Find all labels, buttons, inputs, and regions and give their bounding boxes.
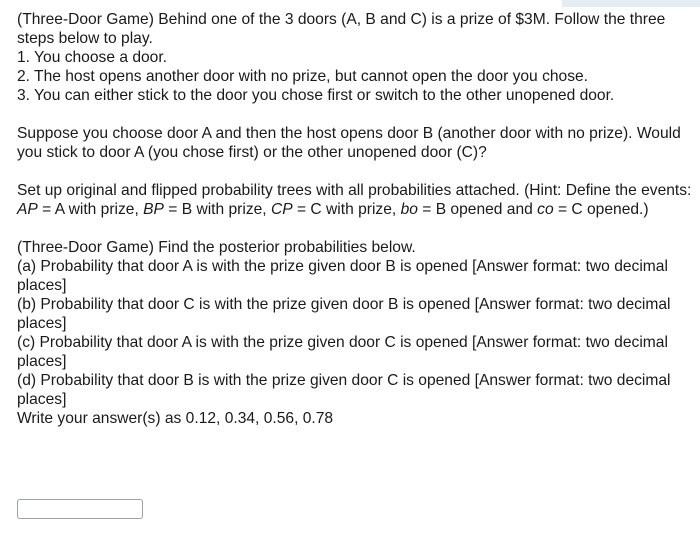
event-co: co bbox=[537, 201, 554, 218]
step-1: 1. You choose a door. bbox=[17, 49, 168, 66]
top-edge-bar bbox=[562, 0, 700, 7]
question-d: (d) Probability that door B is with the prize given door C is opened [Answer format: two decimal places] bbox=[17, 372, 671, 408]
spacer bbox=[17, 162, 697, 181]
question-a: (a) Probability that door A is with the prize given door B is opened [Answer format: two decimal places] bbox=[17, 258, 668, 294]
intro-title: (Three-Door Game) Behind one of the 3 doors (A, B and C) is a prize of $3M. Follow the three steps below to play. bbox=[17, 11, 666, 47]
question-b: (b) Probability that door C is with the prize given door B is opened [Answer format: two decimal places] bbox=[17, 296, 671, 332]
event-cp: CP bbox=[270, 201, 293, 218]
spacer bbox=[17, 219, 697, 238]
step-2: 2. The host opens another door with no prize, but cannot open the door you chose. bbox=[17, 68, 589, 85]
questions-heading: (Three-Door Game) Find the posterior probabilities below. bbox=[17, 239, 416, 256]
event-ap-def: = A with prize, bbox=[37, 201, 144, 218]
event-bp: BP bbox=[143, 201, 164, 218]
event-co-def: = C opened.) bbox=[553, 201, 649, 218]
step-3: 3. You can either stick to the door you chose first or switch to the other unopened door. bbox=[17, 87, 615, 104]
event-bo-def: = B opened and bbox=[417, 201, 538, 218]
question-c: (c) Probability that door A is with the prize given door C is opened [Answer format: two decimal places] bbox=[17, 334, 668, 370]
event-cp-def: = C with prize, bbox=[292, 201, 401, 218]
setup-paragraph bbox=[17, 181, 697, 219]
answer-instruction: Write your answer(s) as 0.12, 0.34, 0.56, 0.78 bbox=[17, 410, 334, 427]
setup-lead: Set up original and flipped probability trees with all probabilities attached. (Hint: Define the events: bbox=[17, 182, 692, 199]
event-bp-def: = B with prize, bbox=[163, 201, 271, 218]
answer-input[interactable] bbox=[17, 499, 143, 519]
event-ap: AP bbox=[17, 201, 38, 218]
event-bo: bo bbox=[400, 201, 418, 218]
spacer bbox=[17, 105, 697, 124]
scenario-paragraph: Suppose you choose door A and then the host opens door B (another door with no prize). Would you stick to door A (you chose first) or the other unopened door (C)? bbox=[17, 125, 681, 161]
question-text bbox=[17, 10, 697, 428]
